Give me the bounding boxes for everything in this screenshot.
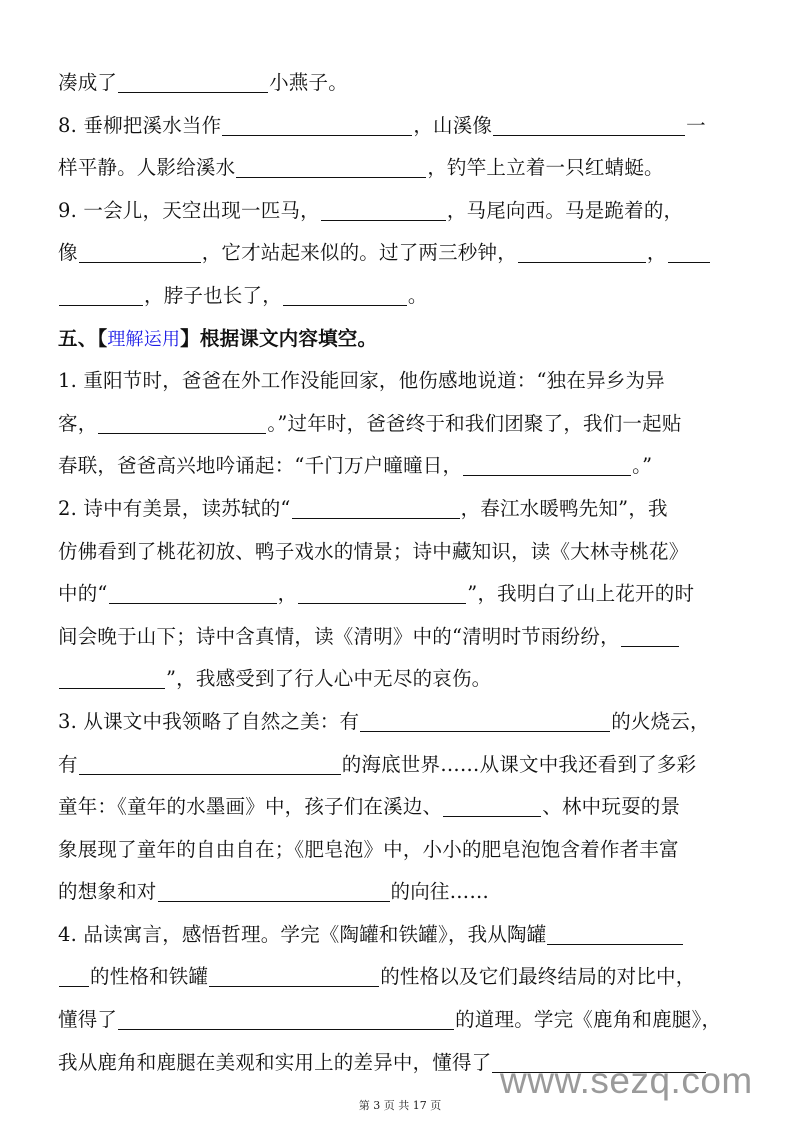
answer-blank[interactable]: [59, 304, 143, 306]
answer-blank[interactable]: [209, 985, 379, 987]
text-line: [58, 232, 744, 275]
line-text: 的道理。学完《鹿角和鹿腿》，: [455, 1008, 722, 1032]
line-text: 的想象和对: [58, 880, 157, 904]
text-line: [58, 488, 744, 531]
answer-blank[interactable]: [493, 134, 685, 136]
text-line: [58, 573, 744, 616]
watermark: www.sezq.com: [500, 1060, 753, 1101]
line-text: 样平静。人影给溪水: [58, 156, 236, 180]
answer-blank[interactable]: [668, 261, 710, 263]
bracket-open: 【: [97, 326, 108, 350]
text-line: [58, 701, 744, 744]
line-text: 一: [686, 113, 706, 137]
answer-blank[interactable]: [292, 517, 460, 519]
line-text: ，春江水暖鸭先知”，我: [460, 496, 668, 520]
line-text: ，钓竿上立着一只红蜻蜓。: [427, 156, 664, 180]
answer-blank[interactable]: [59, 687, 165, 689]
answer-blank[interactable]: [79, 261, 201, 263]
answer-blank[interactable]: [360, 730, 610, 732]
line-text: 4. 品读寓言，感悟哲理。学完《陶罐和铁罐》，我从陶罐: [58, 922, 547, 946]
line-text: 间会晚于山下；诗中含真情，读《清明》中的“清明时节雨纷纷，: [58, 624, 620, 648]
answer-blank[interactable]: [158, 900, 390, 902]
line-text: 像: [58, 241, 78, 265]
text-line: [58, 445, 744, 488]
text-line: [58, 871, 744, 914]
answer-blank[interactable]: [283, 304, 407, 306]
line-text: 童年：《童年的水墨画》中，孩子们在溪边、: [58, 795, 443, 819]
text-line: [58, 275, 744, 318]
text-line: [58, 190, 744, 233]
answer-blank[interactable]: [236, 176, 426, 178]
answer-blank[interactable]: [321, 219, 446, 221]
answer-blank[interactable]: [621, 645, 679, 647]
line-text: ”，我明白了山上花开的时: [467, 582, 695, 606]
line-text: 我从鹿角和鹿腿在美观和实用上的差异中，懂得了: [58, 1050, 492, 1074]
line-text: 、林中玩耍的景: [542, 795, 681, 819]
text-line: [58, 658, 744, 701]
text-line: [58, 999, 744, 1042]
text-line: [58, 62, 744, 105]
line-text: 懂得了: [58, 1008, 118, 1032]
text-line: [58, 829, 744, 872]
line-text: ，: [646, 241, 667, 265]
line-text: 2. 诗中有美景，读苏轼的“: [58, 496, 291, 520]
text-line: [58, 616, 744, 659]
line-text: 。: [407, 283, 428, 307]
line-text: 3. 从课文中我领略了自然之美：有: [58, 709, 360, 733]
line-text: 仿佛看到了桃花初放、鸭子戏水的情景；诗中藏知识，读《大林寺桃花》: [58, 539, 689, 563]
line-text: ，山溪像: [413, 113, 493, 137]
text-line: [58, 914, 744, 957]
continued-questions: [58, 62, 744, 318]
worksheet-page: [58, 62, 744, 1084]
answer-blank[interactable]: [518, 261, 646, 263]
text-line: [58, 744, 744, 787]
answer-blank[interactable]: [298, 602, 466, 604]
line-text: ，: [277, 582, 298, 606]
answer-blank[interactable]: [222, 134, 412, 136]
text-line: [58, 105, 744, 148]
text-line: [58, 956, 744, 999]
answer-blank[interactable]: [118, 1028, 454, 1030]
line-text: 有: [58, 752, 78, 776]
answer-blank[interactable]: [79, 773, 341, 775]
bracket-close: 】: [180, 326, 200, 350]
line-text: 的向往……: [390, 880, 490, 904]
text-line: [58, 403, 744, 446]
line-text: 中的“: [58, 582, 108, 606]
answer-blank[interactable]: [59, 985, 89, 987]
answer-blank[interactable]: [109, 602, 277, 604]
line-text: 。”: [632, 454, 653, 478]
line-text: 9. 一会儿，天空出现一匹马，: [58, 198, 320, 222]
answer-blank[interactable]: [547, 943, 683, 945]
text-line: [58, 786, 744, 829]
line-text: ”，我感受到了行人心中无尽的哀伤。: [166, 667, 492, 691]
page-footer: 第 3 页 共 17 页: [358, 1099, 442, 1112]
answer-blank[interactable]: [443, 815, 541, 817]
line-text: 的性格和铁罐: [90, 965, 209, 989]
line-text: 。”过年时，爸爸终于和我们团聚了，我们一起贴: [267, 411, 682, 435]
section-questions: [58, 360, 744, 1084]
text-line: [58, 147, 744, 190]
line-text: 的性格以及它们最终结局的对比中，: [380, 965, 696, 989]
answer-blank[interactable]: [98, 432, 266, 434]
line-text: 的海底世界……从课文中我还看到了多彩: [341, 752, 697, 776]
section-heading: [58, 318, 744, 361]
answer-blank[interactable]: [463, 474, 631, 476]
section-tag: 理解运用: [107, 328, 181, 350]
section-title: 根据课文内容填空。: [199, 326, 378, 350]
line-text: 象展现了童年的自由自在；《肥皂泡》中，小小的肥皂泡饱含着作者丰富: [58, 837, 679, 861]
line-text: ，脖子也长了，: [144, 283, 282, 307]
line-text: 小燕子。: [269, 71, 348, 94]
line-text: 的火烧云，: [611, 709, 710, 733]
line-text: 客，: [58, 411, 98, 435]
line-text: ，它才站起来似的。过了两三秒钟，: [201, 241, 517, 265]
section-number: 五、: [58, 326, 98, 350]
line-text: 1. 重阳节时，爸爸在外工作没能回家，他伤感地说道：“独在异乡为异: [58, 369, 665, 393]
line-text: ，马尾向西。马是跪着的，: [446, 198, 684, 222]
line-text: 凑成了: [58, 71, 118, 94]
line-text: 春联，爸爸高兴地吟诵起：“千门万户曈曈日，: [58, 454, 463, 478]
text-line: [58, 531, 744, 574]
answer-blank[interactable]: [118, 91, 268, 93]
line-text: 8. 垂柳把溪水当作: [58, 113, 222, 137]
text-line: [58, 360, 744, 403]
